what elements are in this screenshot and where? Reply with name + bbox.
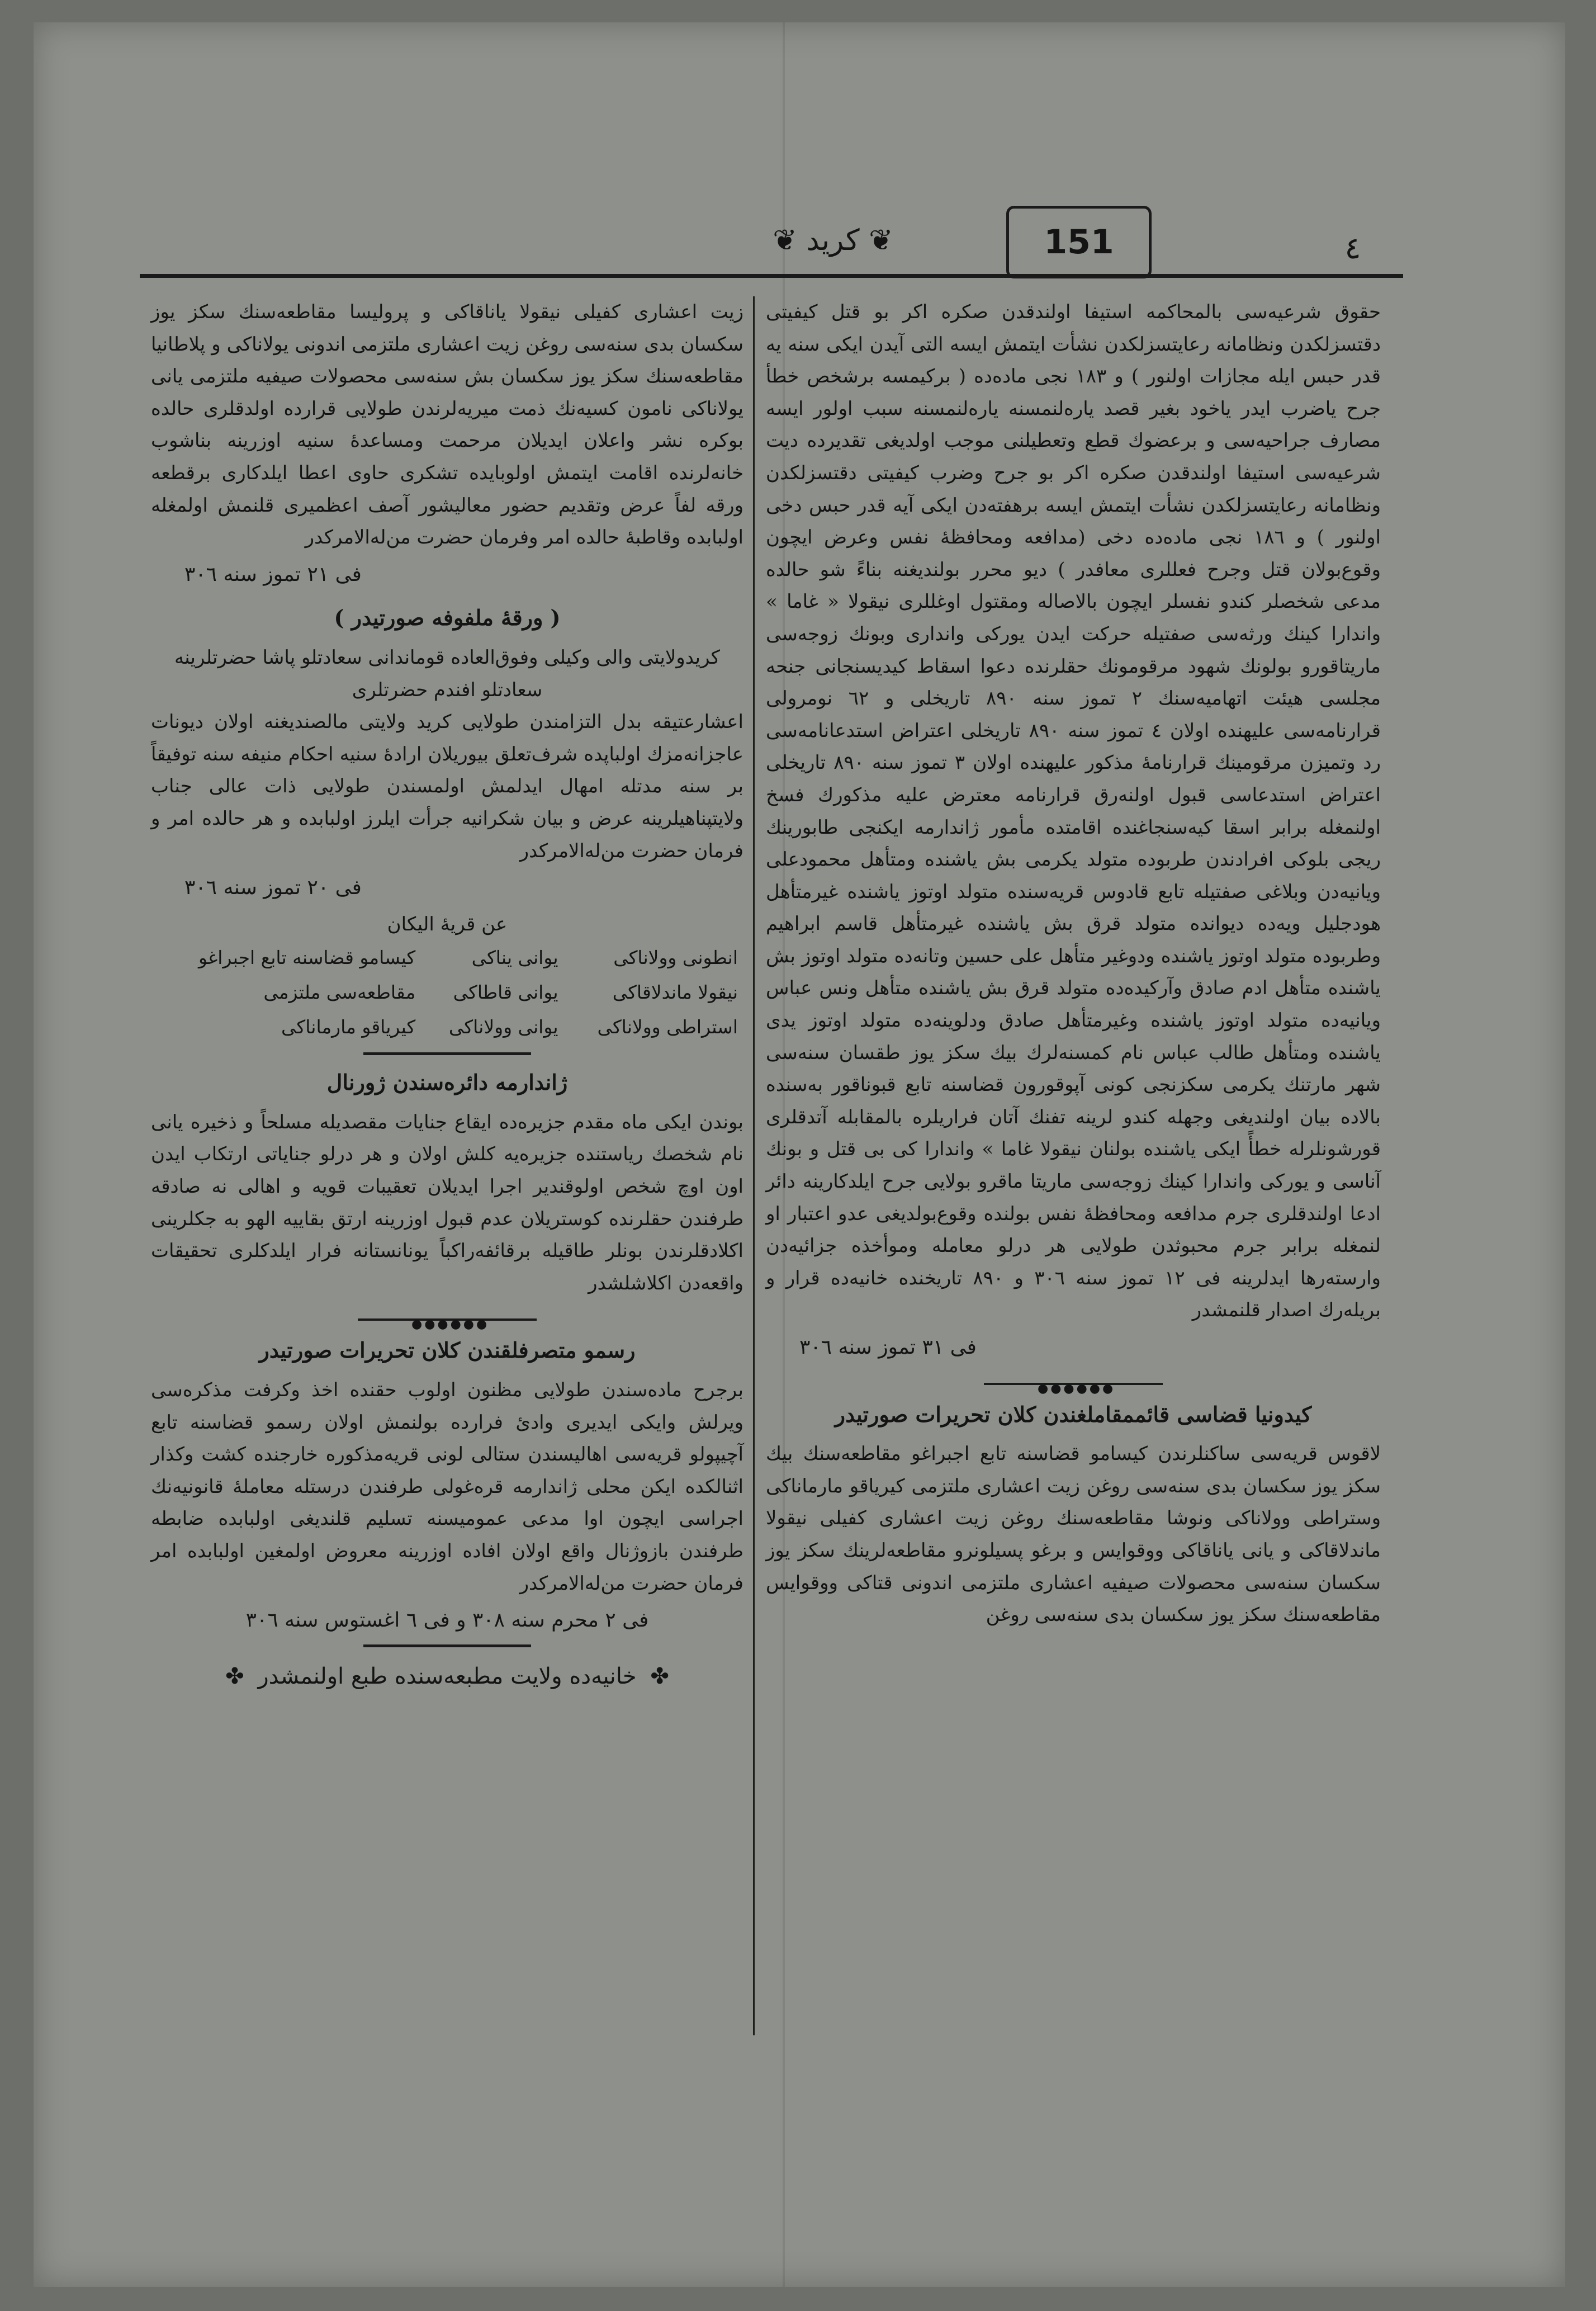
signatory: مقاطعه‌سی ملتزمی xyxy=(263,981,416,1004)
signatory: کیریاقو مارماناکی xyxy=(281,1016,416,1038)
signatories-heading: عن قریهٔ الیکان xyxy=(387,913,508,935)
page-stamp: 151 xyxy=(1006,206,1152,278)
signatories-row xyxy=(151,941,743,975)
signatory: کیسامو قضاسنه تابع اجبراغو xyxy=(198,947,416,969)
annex-text: اعشارعتیقه بدل التزامندن طولایی کرید ولایتی مالصندیغنه اولان دیونات عاجزانه‌مزك اولباپده شرف‌تعلق بیوریلان ارادهٔ سنیه احکام منیفه سنه توفیقاً بر سنه مدتله امهال ایدلمش اولمسندن طولایی ذات عالی جناب ولایتپناهیلرینه عرض و بیان شکرانیه جرأت ایلرز اولبابده و هر حالده امر و فرمان حضرت من‌له‌الامرکدر xyxy=(151,711,743,862)
page-number: ٤ xyxy=(1344,230,1361,266)
flourish-icon: ✤ xyxy=(650,1663,669,1689)
signatory: استراطی وولاناکی xyxy=(597,1016,738,1038)
printer-imprint xyxy=(151,1661,743,1693)
kydonia-section-text: لاقوس قریه‌سی ساکنلرندن کیسامو قضاسنه تابع اجبراغو مقاطعه‌سنك بیك سکز یوز سکسان بدی سنه‌سی روغن زیت اعشاری ملتزمی کیریاقو مارماناکی وستراطی وولاناکی ونوشا مقاطعه‌سنك روغن زیت اعشاری کفیلی نیقولا ماندلاقاکی و یانی یاناقاکی ووقوایس و برغو پسیلونرو مقاطعه‌لرینك سکز یوز سکسان سنه‌سی محصولات صیفیه اعشاری ملتزمی اندونی قتاکی ووقوایس مقاطعه‌سنك سکز یوز سکسان بدی سنه‌سی روغن xyxy=(766,1443,1381,1627)
signatories-row xyxy=(151,1010,743,1045)
signatory: انطونی وولاناکی xyxy=(613,947,738,969)
signatories-row xyxy=(151,975,743,1010)
page-header xyxy=(101,212,1409,285)
annex-salutation: سعادتلو افندم حضرتلری xyxy=(352,678,543,701)
rethymno-section-text: برجرح ماده‌سندن طولایی مظنون اولوب حقنده اخذ وکرفت مذکره‌سی ویرلش وایکی ایدیری وادیٔ فرارده بولنمش اولان رسمو قضاسنه تابع آچیپولو قریه‌سی اهالیسندن ستالی لونی قریه‌مذکوره خارجنده کشت وکذار اثنالکده ایکن محلی ژاندارمه قره‌غولی طرفندن درستله معامله‌ٔ قانونیه‌نك اجراسی ایچون اوا مدعی عمومیسنه تسلیم قلندیغی اولبابده ضابطه طرفندن بازوژنال واقع اولان افاده اوزرینه معروض اولمغین اولبابده امر فرمان حضرت من‌له‌الامرکدر xyxy=(151,1379,743,1595)
masthead-title: ❦ کرید ❦ xyxy=(773,224,893,257)
signatory: یوانی وولاناکی xyxy=(448,1016,558,1038)
flourish-icon: ✤ xyxy=(225,1663,244,1689)
ornament-divider xyxy=(984,1381,1163,1387)
court-decision-text: حقوق شرعیه‌سی بالمحاکمه استیفا اولندقدن صکره اکر بو قتل کیفیتی دقتسزلکدن ونظامانه رعایتسزلکدن نشأت ایتمش ایسه التی آیدن ایکی سنه یه قدر حبس ایله مجازات اولنور ) و ۱۸۳ نجی ماده‌ده ( برکیمسه برشخص خطأ جرح یاضرب ایدر یاخود بغیر قصد یاره‌لنمسنه یاره‌لنمسنه سبب اولور ایسه مصارف جراحیه‌سی و برعضوك قطع وتعطیلنی موجب اولدیغی تقدیرده دیت شرعیه‌سی استیفا اولندقدن صکره اکر بو جرح وضرب کیفیتی دقتسزلکدن ونظامانه رعایتسزلکدن نشأت ایتمش ایسه برهفته‌دن ایکی آیه قدر حبس دخی اولنور ) و ۱۸٦ نجی ماده‌ده دخی (مدافعه ومحافظهٔ نفس وعرض ایچون وقوع‌بولان قتل وجرح فعللری معافدر ) دیو محرر بولندیغنه بناءً شو حالده مدعی شخصلر کندو نفسلر ایچون بالاصاله ومقتول اوغللری نیقولا « غاما » واندارا کینك ورثه‌سی صفتیله حرکت ایدن یورکی وانداری وبونك زوجه‌سی ماریتاقورو بولونك شهود مرقومونك حقلرنده دعوا اسقاط کیدیسنجانی جنحه مجلسی هیئت اتهامیه‌سنك ۲ تموز سنه ۸۹۰ تاریخلی و ٦۲ نومرولی قرارنامه‌سی علیهنده اولان ٤ تموز سنه ۸۹۰ تاریخلی اعتراض استدعانامه‌سی رد وتمیزن مرقومینك قرارنامهٔ مذکور علیهنده اولان ۳ تموز سنه ۸۹۰ تاریخلی اعتراض استدعاسی قبول اولنه‌رق قرارنامه معترض علیه مذکورك فسخ اولنمغله برابر اسقا کیه‌سنجاغنده اقامتده مأمور ژاندارمه ایکنجی طابورینك ریجی بلوکی افرادندن طربوده متولد یکرمی بش یاشنده ومتأهل محمودعلی ویانیه‌دن وبلاغی صفتیله تابع قادوس قریه‌سنده متولد اوتوز یاشنده غیرمتأهل هودجلیل ویه‌ده دیوانده متولد قرق بش یاشنده غیرمتأهل قاسم ابراهیم وطربوده متولد اوتوز یاشنده ودوغیر متأهل علی حسین وتانه‌ده متولد اوتوز بش یاشنده متأهل ادم صادق وآرکیده‌ده متولد قرق بش یاشنده متأهل ونس عباس ویانیه‌ده متولد اوتوز یاشنده وغیرمتأهل صادق ودلوینه‌ده متولد اوتوز یدی یاشنده ومتأهل طالب عباس نام کمسنه‌لرك بیك سکز یوز طقسان سنه‌سی شهر مارتنك یکرمی سکزنجی کونی آپوقورون قضاسنه تابع قبوناقور به‌سنده بالاده بیان اولندیغی وجهله کندو لرینه تفنك آتان فراریلره بالمقابله آتدقلری قورشونلرله خطأً ایکی یاشنده بولنان نیقولا غاما » واندارا کی بی قتل و بونك آناسی و یورکی واندارا کینك زوجه‌سی ماریتا ماقرو بولایی جرح ایلدکارینه دائر ادعا اولندقلری جرم مدافعه ومحافظهٔ نفس بولنده وقوع‌بولدیغی عدو اعتبار او لنمغله برابر جرم محبوثدن طولایی هر درلو معامله وموأخذه جزائیه‌دن وارسته‌رها ایدلرینه فی ۱۲ تموز سنه ۳۰٦ و ۸۹۰ تاریخنده خانیه‌ده قرار و بریله‌رك اصدار قلنمشدر xyxy=(766,301,1381,1322)
court-decision-date: فی ۳۱ تموز سنه ۳۰٦ xyxy=(799,1336,977,1359)
right-column xyxy=(766,296,1381,1632)
kydonia-section-title: کیدونیا قضاسی قائممقاملغندن کلان تحریرات صورتیدر xyxy=(835,1401,1312,1427)
section-divider xyxy=(363,1052,531,1055)
column-divider xyxy=(753,296,755,2035)
gendarmerie-journal-text: بوندن ایکی ماه مقدم جزیره‌ده ایقاع جنایات مقصدیله مسلحاً و ذخیره یانی نام شخصك ریاستنده جزیره‌یه کلش اولان و هر درلو جنایاتی ارتکاب ایدن اون اوچ شخص اولوقندیر اجرا ایدیلان تعقیبات قویه و اهالی‌ نه صادقه طرفندن حقلرنده کوستریلان عدم قبول اوزرینه ارتق بقاییه الهو به جکلرینی اکلادقلرندن بونلر طاقیله برقائفه‌راکباً یونانستانه فرار ایلدکلری تحقیقات واقعه‌دن اکلاشلشدر xyxy=(151,1110,743,1294)
signatory: یوانی قاطاکی xyxy=(453,981,558,1004)
rethymno-section-title: رسمو متصرفلقندن کلان تحریرات صورتیدر xyxy=(259,1338,636,1363)
header-rule xyxy=(140,274,1403,278)
ornament-divider xyxy=(358,1316,537,1323)
signatory: نیقولا ماندلاقاکی xyxy=(612,981,738,1004)
imprint-text: خانیه‌ده ولایت مطبعه‌سنده طبع اولنمشدر xyxy=(258,1663,637,1689)
signatory: یوانی یناکی xyxy=(471,947,558,969)
annex-date: فی ۲۰ تموز سنه ۳۰٦ xyxy=(184,876,362,900)
signatories-table xyxy=(151,941,743,1045)
annex-address: کریدولایتی والی وکیلی وفوق‌العاده قوماندانی سعادتلو پاشا حضرتلرینه xyxy=(174,646,720,669)
annex-title: ( ورقهٔ ملفوفه صورتیدر ) xyxy=(334,605,561,631)
section-divider xyxy=(363,1644,531,1647)
rethymno-date: فی ۲ محرم سنه ۳۰۸ و فی ٦ اغستوس سنه ۳۰٦ xyxy=(245,1609,649,1632)
gendarmerie-journal-title: ژاندارمه دائره‌سندن ژورنال xyxy=(326,1070,568,1095)
left-column xyxy=(151,296,743,1693)
tax-notice-date: فی ۲۱ تموز سنه ۳۰٦ xyxy=(184,563,362,586)
tax-notice-text: زیت اعشاری کفیلی نیقولا یاناقاکی و پرولیسا مقاطعه‌سنك سکز یوز سکسان بدی سنه‌سی روغن زیت اعشاری ملتزمی اندونی یولاناکی و پلاطانیا مقاطعه‌سنك سکز یوز سکسان بش سنه‌سی محصولات صیفیه ملتزمی یانی یولاناکی نامون کسیه‌نك ذمت میریه‌لرندن طولایی قرارده اولدقلری حالده بوکره نشر واعلان ایدیلان مرحمت ومساعدهٔ سنیه اوزرینه بناشوب خانه‌لرنده اقامت ایتمش اولوبایده تشکری حاوی اعطا ایلدکاری برقطعه ورقه لفاً عرض وتقدیم حضور معالیشور آصف اعظمیری قلنمش اولمغله اولبابده وقاطبهٔ حالده امر وفرمان حضرت من‌له‌الامرکدر xyxy=(151,301,743,549)
